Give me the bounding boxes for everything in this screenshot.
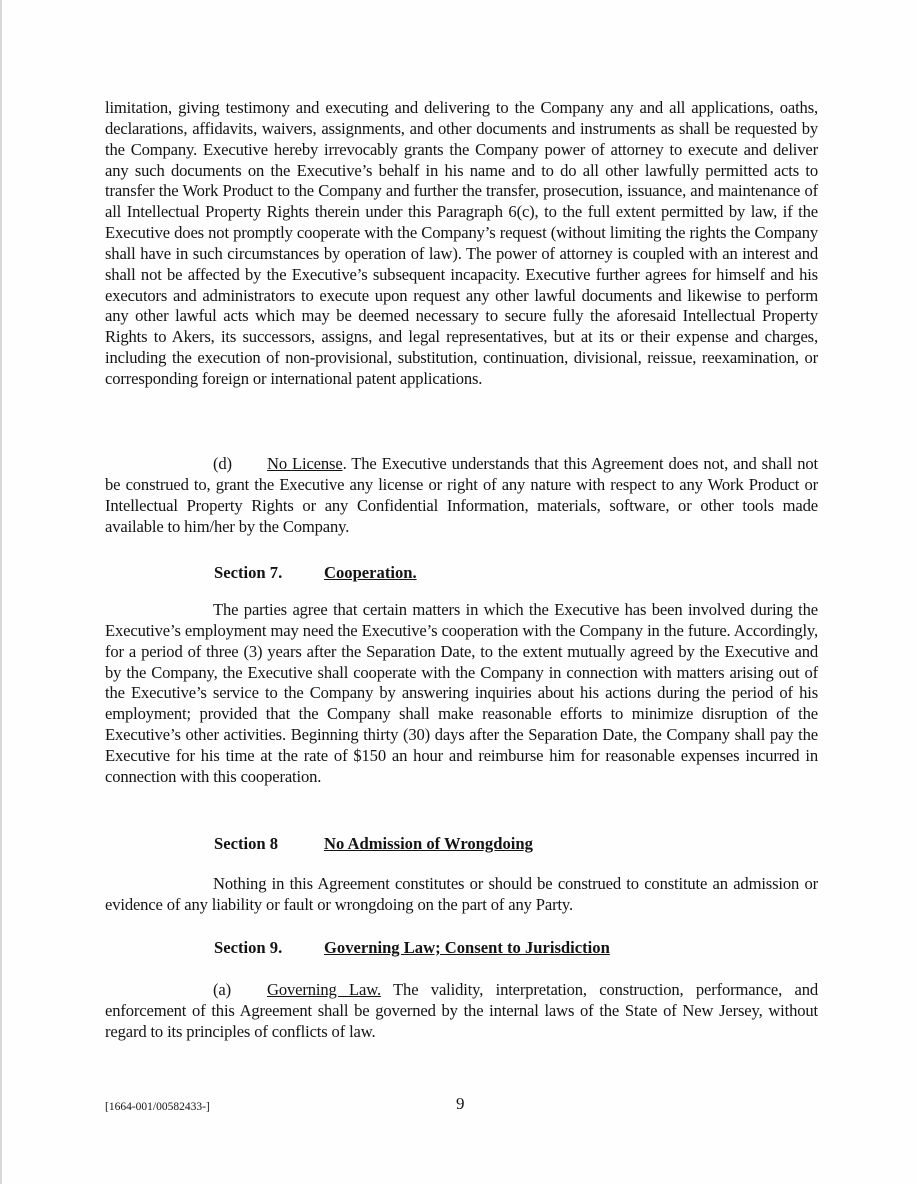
subsection-d [105,454,818,537]
footer-document-id: [1664-001/00582433-] [105,1101,210,1113]
section-7-number: Section 7. [214,563,283,582]
subsection-9a-text: The validity, interpretation, construction, performance, and enforcement of this Agreement shall be governed by the internal laws of the State of New Jersey, without regard to its principles of conflicts of law. [105,980,818,1041]
section-9-number: Section 9. [214,938,283,957]
section-7-title: Cooperation. [324,563,417,582]
section-8-number: Section 8 [214,834,279,853]
subsection-9a [105,980,818,1043]
section-9-title: Governing Law; Consent to Jurisdiction [324,938,610,957]
page-number: 9 [456,1094,465,1113]
section-8-paragraph: Nothing in this Agreement constitutes or should be construed to constitute an admission or evidence of any liability or fault or wrongdoing on the part of any Party. [105,874,818,914]
subsection-9a-label: (a) [213,980,231,999]
section-8-title: No Admission of Wrongdoing [324,834,533,853]
section-9-heading [214,938,610,958]
subsection-d-text: . The Executive understands that this Agreement does not, and shall not be construed to, grant the Executive any license or right of any nature with respect to any Work Product or Intellectual Property Rights or any Confidential Information, materials, software, or other tools made available to him/her by the Company. [105,454,819,536]
subsection-d-label: (d) [213,454,232,473]
paragraph-continuation: limitation, giving testimony and executing and delivering to the Company any and all applications, oaths, declarations, affidavits, waivers, assignments, and other documents and instruments as shall be requested by the Company. Executive hereby irrevocably grants the Company power of attorney to execute and deliver any such documents on the Executive’s behalf in his name and to do all other lawfully permitted acts to transfer the Work Product to the Company and further the transfer, prosecution, issuance, and maintenance of all Intellectual Property Rights therein under this Paragraph 6(c), to the full extent permitted by law, if the Executive does not promptly cooperate with the Company’s request (without limiting the rights the Company shall have in such circumstances by operation of law). The power of attorney is coupled with an interest and shall not be affected by the Executive’s subsequent incapacity. Executive further agrees for himself and his executors and administrators to execute upon request any other lawful documents and likewise to perform any other lawful acts which may be deemed necessary to secure fully the aforesaid Intellectual Property Rights to Akers, its successors, assigns, and legal representatives, but at its or their expense and charges, including the execution of non-provisional, substitution, continuation, divisional, reissue, reexamination, or corresponding foreign or international patent applications. [105,98,818,388]
page-edge [0,0,2,1184]
section-8-heading [214,834,533,854]
subsection-9a-title: Governing Law. [267,980,381,999]
section-7-heading [214,563,417,583]
subsection-d-title: No License [267,454,343,473]
section-7-paragraph: The parties agree that certain matters in which the Executive has been involved during the Executive’s employment may need the Executive’s cooperation with the Company in the future. Accordingly, for a period of three (3) years after the Separation Date, to the extent mutually agreed by the Executive and by the Company, the Executive shall cooperate with the Company in connection with matters arising out of the Executive’s service to the Company by answering inquiries about his actions during the period of his employment; provided that the Company shall make reasonable efforts to minimize disruption of the Executive’s other activities. Beginning thirty (30) days after the Separation Date, the Company shall pay the Executive for his time at the rate of $150 an hour and reimburse him for reasonable expenses incurred in connection with this cooperation. [105,600,818,786]
